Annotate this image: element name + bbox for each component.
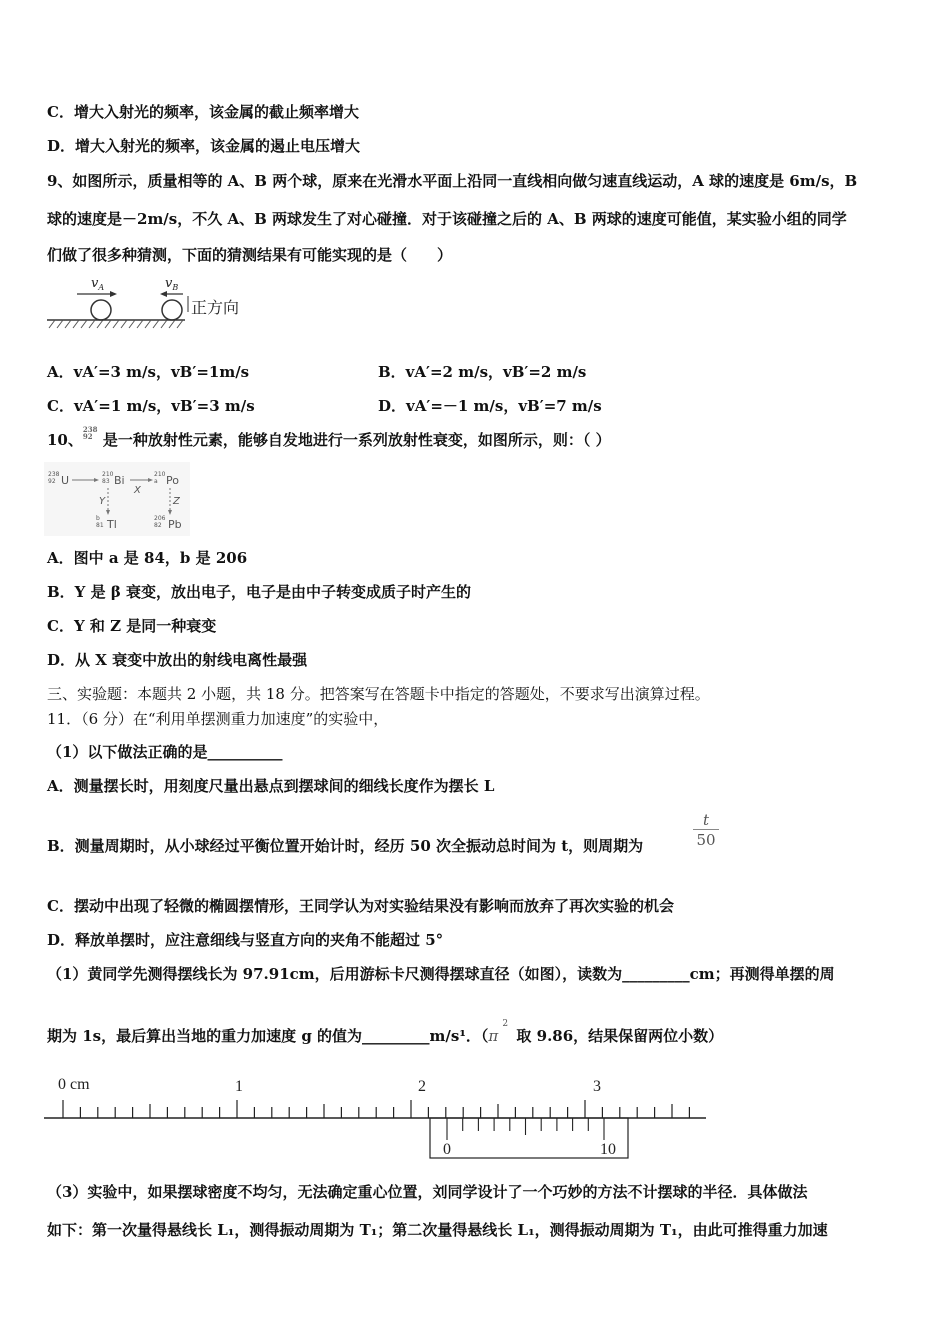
q11-part1: （1）以下做法正确的是__________ — [47, 743, 283, 761]
fraction-numerator: t — [702, 811, 710, 829]
fraction-denominator: 50 — [693, 829, 719, 850]
q10-option-a: A．图中 a 是 84，b 是 206 — [47, 549, 248, 567]
q9-stem-line1: 9、如图所示，质量相等的 A、B 两个球，原来在光滑水平面上沿同一直线相向做匀速直线运动，A 球的速度是 6m/s，B — [47, 172, 858, 190]
z-decay-label: Z — [173, 496, 180, 507]
svg-text:b: b — [96, 515, 100, 522]
vernier-scale-body — [430, 1118, 628, 1158]
positive-direction-label: 正方向 — [191, 298, 240, 317]
q10-option-c: C．Y 和 Z 是同一种衰变 — [47, 617, 217, 635]
q11-stem: 11．（6 分）在“利用单摆测重力加速度”的实验中， — [47, 710, 389, 728]
y-decay-label: Y — [99, 496, 106, 507]
q11-part3-line1: （3）实验中，如果摆球密度不均匀，无法确定重心位置，刘同学设计了一个巧妙的方法不计摆球的半径．具体做法 — [47, 1183, 808, 1201]
label-va: $v_A$ — [91, 276, 105, 292]
uranium-label: U — [61, 474, 70, 487]
svg-text:81: 81 — [96, 522, 104, 529]
bismuth-label: Bi — [114, 474, 125, 487]
arrow-va-head — [110, 291, 117, 297]
q8-option-c: C．增大入射光的频率，该金属的截止频率增大 — [47, 103, 359, 121]
ground-hatching — [49, 320, 183, 328]
q10-inline-nuclide: 238 92 — [82, 425, 98, 441]
q11-part2-line1: （1）黄同学先测得摆线长为 97.91cm，后用游标卡尺测得摆球直径（如图），读数为_________cm；再测得单摆的周 — [47, 965, 835, 983]
section-3-heading: 三、实验题：本题共 2 小题，共 18 分。把答案写在答题卡中指定的答题处，不要求写出演算过程。 — [47, 685, 710, 703]
lead-label: Pb — [168, 518, 182, 531]
q9-collision-figure — [45, 272, 255, 334]
vernier-label-10: 10 — [600, 1141, 616, 1158]
q8-option-d: D．增大入射光的频率，该金属的遏止电压增大 — [47, 137, 361, 155]
fraction-t-over-50 — [693, 811, 719, 850]
q9-option-b: B．vA′=2 m/s，vB′=2 m/s — [378, 363, 587, 381]
pi-squared: π 2 — [488, 1019, 509, 1045]
q9-option-c: C．vA′=1 m/s，vB′=3 m/s — [47, 397, 255, 415]
arrow-vb-head — [160, 291, 167, 297]
polonium-label: Po — [166, 474, 179, 487]
main-label-0: 0 cm — [58, 1076, 90, 1093]
svg-text:a: a — [154, 478, 158, 485]
main-label-3: 3 — [593, 1078, 601, 1095]
q10-number: 10、 — [47, 431, 83, 449]
main-label-1: 1 — [235, 1078, 243, 1095]
q9-stem-line2: 球的速度是－2m/s，不久 A、B 两球发生了对心碰撞．对于该碰撞之后的 A、B 两球的速度可能值，某实验小组的同学 — [47, 210, 847, 228]
ball-a — [91, 300, 111, 320]
main-scale-ticks — [63, 1100, 689, 1118]
q9-option-d: D．vA′=－1 m/s，vB′=7 m/s — [378, 397, 602, 415]
svg-text:82: 82 — [154, 522, 162, 529]
q9-stem-line3: 们做了很多种猜测，下面的猜测结果有可能实现的是（ ） — [47, 246, 453, 264]
label-vb: $v_B$ — [165, 276, 179, 292]
q10-option-d: D．从 X 衰变中放出的射线电离性最强 — [47, 651, 308, 669]
svg-text:83: 83 — [102, 478, 110, 485]
svg-text:92: 92 — [48, 478, 56, 485]
q10-decay-chain-figure — [44, 462, 190, 536]
vernier-scale-ticks — [447, 1118, 604, 1140]
main-label-2: 2 — [418, 1078, 426, 1095]
q11-option-b: B．测量周期时，从小球经过平衡位置开始计时，经历 50 次全振动总时间为 t，则周期为 — [47, 837, 644, 855]
x-decay-label: X — [134, 485, 141, 496]
q11-option-a: A．测量摆长时，用刻度尺量出悬点到摆球间的细线长度作为摆长 L — [47, 777, 495, 795]
q10-stem: 10、238 92 是一种放射性元素，能够自发地进行一系列放射性衰变，如图所示，则：（ ） — [47, 425, 611, 449]
vernier-label-0: 0 — [443, 1141, 451, 1158]
vernier-caliper-figure — [44, 1070, 708, 1162]
q9-option-a: A．vA′=3 m/s，vB′=1m/s — [47, 363, 250, 381]
q10-option-b: B．Y 是 β 衰变，放出电子，电子是由中子转变成质子时产生的 — [47, 583, 472, 601]
svg-text:210: 210 — [154, 471, 166, 478]
q11-option-d: D．释放单摆时，应注意细线与竖直方向的夹角不能超过 5° — [47, 931, 444, 949]
ball-b — [162, 300, 182, 320]
q11-option-c: C．摆动中出现了轻微的椭圆摆情形，王同学认为对实验结果没有影响而放弃了再次实验的机会 — [47, 897, 674, 915]
thallium-label: Tl — [107, 518, 117, 531]
q11-part3-line2: 如下：第一次量得悬线长 L₁，测得振动周期为 T₁；第二次量得悬线长 L₁，测得振动周期为 T₁，由此可推得重力加速 — [47, 1221, 828, 1239]
svg-text:206: 206 — [154, 515, 166, 522]
q11-part2-line2: 期为 1s，最后算出当地的重力加速度 g 的值为_________m/s¹．（π 2 取 9.86，结果保留两位小数） — [47, 1019, 724, 1045]
svg-text:238: 238 — [48, 471, 60, 478]
svg-text:210: 210 — [102, 471, 114, 478]
